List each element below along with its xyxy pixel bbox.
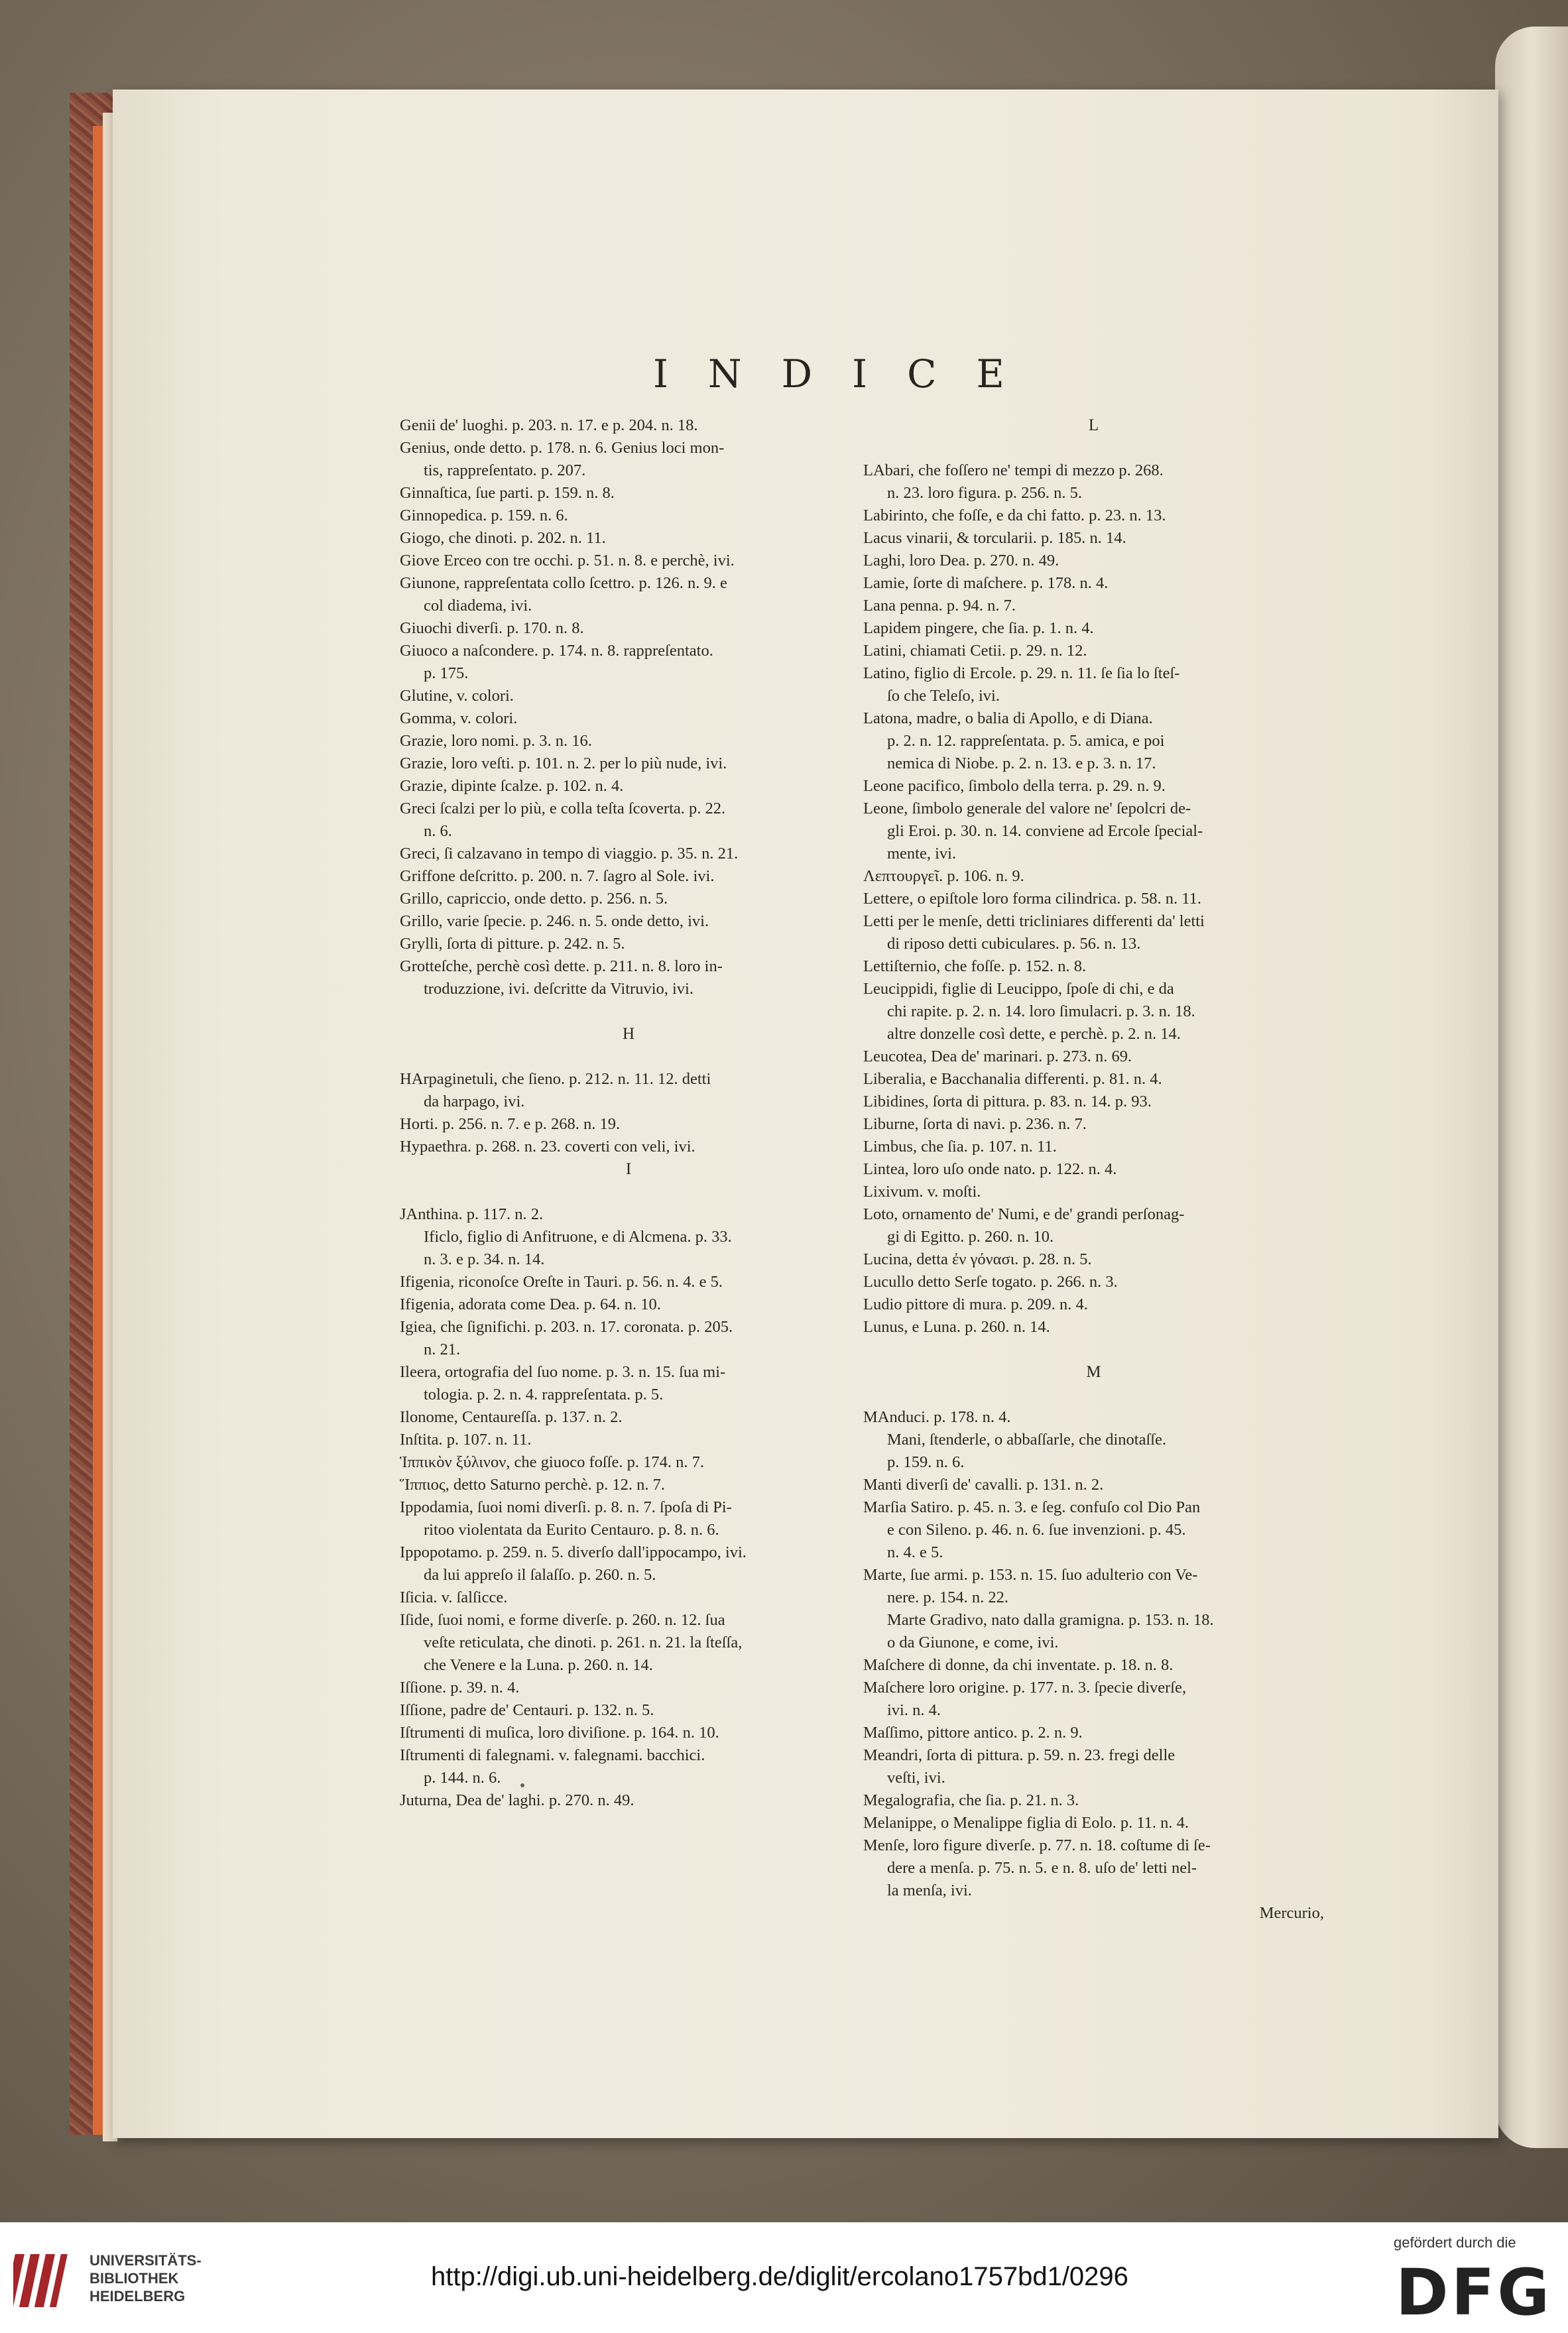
index-entry-line: chi rapite. p. 2. n. 14. loro ſimulacri. p. 3. n. 18. bbox=[887, 1002, 1195, 1020]
index-entry-line: Λεπτουργεῖ. p. 106. n. 9. bbox=[863, 867, 1024, 885]
facing-page-curl bbox=[1495, 27, 1568, 2148]
index-entry-line: Melanippe, o Menalippe figlia di Eolo. p. 11. n. 4. bbox=[863, 1814, 1189, 1832]
index-entry-line: Genius, onde detto. p. 178. n. 6. Genius loci mon- bbox=[400, 439, 725, 457]
index-entry-line: n. 4. e 5. bbox=[887, 1543, 943, 1561]
index-entry-line: la menſa, ivi. bbox=[887, 1882, 972, 1899]
section-letter: M bbox=[1086, 1363, 1101, 1381]
catchword: Mercurio, bbox=[1259, 1904, 1324, 1922]
index-entry-line: Loto, ornamento de' Numi, e de' grandi perſonag- bbox=[863, 1205, 1185, 1223]
index-entry-line: Iſtrumenti di falegnami. v. falegnami. bacchici. bbox=[400, 1746, 705, 1764]
index-entry-line: Grillo, varie ſpecie. p. 246. n. 5. onde detto, ivi. bbox=[400, 912, 709, 930]
section-letter: H bbox=[622, 1025, 635, 1043]
index-entry-line: veſte reticulata, che dinoti. p. 261. n. 21. la ſteſſa, bbox=[424, 1634, 743, 1651]
index-entry-line: tologia. p. 2. n. 4. rappreſentata. p. 5. bbox=[424, 1386, 664, 1404]
index-entry-line: tis, rappreſentato. p. 207. bbox=[424, 461, 586, 479]
university-logo-icon bbox=[13, 2247, 73, 2314]
library-name-line1: UNIVERSITÄTS- bbox=[90, 2252, 202, 2269]
index-entry-line: p. 144. n. 6. bbox=[424, 1769, 501, 1787]
index-entry-line: che Venere e la Luna. p. 260. n. 14. bbox=[424, 1656, 653, 1674]
index-entry-line: p. 175. bbox=[424, 664, 469, 682]
index-entry-line: Igiea, che ſignifichi. p. 203. n. 17. coronata. p. 205. bbox=[400, 1318, 733, 1336]
index-entry-line: Ἱππικὸν ξύλινον, che giuoco foſſe. p. 174. n. 7. bbox=[400, 1453, 704, 1471]
index-entry-line: Laghi, loro Dea. p. 270. n. 49. bbox=[863, 552, 1059, 569]
index-entry-line: Lamie, ſorte di maſchere. p. 178. n. 4. bbox=[863, 574, 1109, 592]
index-entry-line: Letti per le menſe, detti tricliniares differenti da' letti bbox=[863, 912, 1205, 930]
index-entry-line: Lettiſternio, che foſſe. p. 152. n. 8. bbox=[863, 957, 1087, 975]
index-entry-line: ivi. n. 4. bbox=[887, 1701, 941, 1719]
index-entry-line: Giuochi diverſi. p. 170. n. 8. bbox=[400, 619, 584, 637]
index-entry-line: Gomma, v. colori. bbox=[400, 709, 518, 727]
index-entry-line: Lucullo detto Serſe togato. p. 266. n. 3. bbox=[863, 1273, 1118, 1291]
index-entry-line: Marſia Satiro. p. 45. n. 3. e ſeg. confuſo col Dio Pan bbox=[863, 1498, 1201, 1516]
section-letter: L bbox=[1088, 416, 1099, 434]
index-entry-line: HArpaginetuli, che ſieno. p. 212. n. 11. 12. detti bbox=[400, 1070, 711, 1088]
index-entry-line: n. 6. bbox=[424, 822, 452, 840]
index-entry-line: Iſtrumenti di muſica, loro diviſione. p. 164. n. 10. bbox=[400, 1724, 719, 1742]
index-entry-line: Marte Gradivo, nato dalla gramigna. p. 153. n. 18. bbox=[887, 1611, 1214, 1629]
index-entry-line: Marte, ſue armi. p. 153. n. 15. ſuo adulterio con Ve- bbox=[863, 1566, 1198, 1584]
spacer bbox=[863, 1339, 1324, 1361]
index-entry-line: Giogo, che dinoti. p. 202. n. 11. bbox=[400, 529, 606, 547]
index-entry-line: Libidines, ſorta di pittura. p. 83. n. 14. p. 93. bbox=[863, 1093, 1152, 1110]
index-entry-line: Hypaethra. p. 268. n. 23. coverti con veli, ivi. bbox=[400, 1138, 695, 1156]
index-entry-line: Iſſione. p. 39. n. 4. bbox=[400, 1679, 520, 1697]
index-entry-line: Maſchere di donne, da chi inventate. p. 18. n. 8. bbox=[863, 1656, 1174, 1674]
index-entry-line: Ileera, ortografia del ſuo nome. p. 3. n. 15. ſua mi- bbox=[400, 1363, 726, 1381]
index-entry-line: Iſide, ſuoi nomi, e forme diverſe. p. 260. n. 12. ſua bbox=[400, 1611, 725, 1629]
index-entry-line: e con Sileno. p. 46. n. 6. ſue invenzioni. p. 45. bbox=[887, 1521, 1186, 1539]
footer-bar bbox=[0, 2222, 1568, 2333]
index-entry-line: Meandri, ſorta di pittura. p. 59. n. 23. fregi delle bbox=[863, 1746, 1176, 1764]
index-entry-line: Lettere, o epiſtole loro forma cilindrica. p. 58. n. 11. bbox=[863, 890, 1202, 908]
index-entry-line: Menſe, loro figure diverſe. p. 77. n. 18. coſtume di ſe- bbox=[863, 1836, 1211, 1854]
index-entry-line: Inſtita. p. 107. n. 11. bbox=[400, 1431, 532, 1449]
index-entry-line: Ginnaſtica, ſue parti. p. 159. n. 8. bbox=[400, 484, 615, 502]
index-entry-line: Grillo, capriccio, onde detto. p. 256. n. 5. bbox=[400, 890, 668, 908]
index-entry-line: Leone pacifico, ſimbolo della terra. p. 29. n. 9. bbox=[863, 777, 1166, 795]
index-column-right bbox=[863, 414, 1324, 1925]
index-entry-line: gi di Egitto. p. 260. n. 10. bbox=[887, 1228, 1054, 1246]
spacer bbox=[863, 1384, 1324, 1406]
index-entry-line: Giuoco a naſcondere. p. 174. n. 8. rappreſentato. bbox=[400, 642, 713, 660]
index-entry-line: Glutine, v. colori. bbox=[400, 687, 514, 705]
index-entry-line: Lana penna. p. 94. n. 7. bbox=[863, 597, 1016, 615]
index-entry-line: veſti, ivi. bbox=[887, 1769, 945, 1787]
index-entry-line: Lapidem pingere, che ſia. p. 1. n. 4. bbox=[863, 619, 1094, 637]
index-entry-line: MAnduci. p. 178. n. 4. bbox=[863, 1408, 1011, 1426]
index-entry-line: n. 23. loro figura. p. 256. n. 5. bbox=[887, 484, 1082, 502]
index-entry-line: Ippopotamo. p. 259. n. 5. diverſo dall'ippocampo, ivi. bbox=[400, 1543, 747, 1561]
index-entry-line: Liburne, ſorta di navi. p. 236. n. 7. bbox=[863, 1115, 1087, 1133]
index-entry-line: Ludio pittore di mura. p. 209. n. 4. bbox=[863, 1295, 1088, 1313]
index-entry-line: nemica di Niobe. p. 2. n. 13. e p. 3. n. 17. bbox=[887, 754, 1156, 772]
index-entry-line: Latini, chiamati Cetii. p. 29. n. 12. bbox=[863, 642, 1087, 660]
index-entry-line: Juturna, Dea de' laghi. p. 270. n. 49. bbox=[400, 1791, 634, 1809]
source-url-link[interactable]: http://digi.ub.uni-heidelberg.de/diglit/ercolano1757bd1/0296 bbox=[431, 2262, 1128, 2291]
index-entry-line: Mani, ſtenderle, o abbaſſarle, che dinotaſſe. bbox=[887, 1431, 1167, 1449]
index-entry-line: troduzzione, ivi. deſcritte da Vitruvio, ivi. bbox=[424, 980, 694, 998]
spacer bbox=[400, 1000, 857, 1023]
index-entry-line: Maſchere loro origine. p. 177. n. 3. ſpecie diverſe, bbox=[863, 1679, 1187, 1697]
index-entry-line: p. 159. n. 6. bbox=[887, 1453, 965, 1471]
index-entry-line: Leucotea, Dea de' marinari. p. 273. n. 69. bbox=[863, 1047, 1132, 1065]
index-entry-line: Lunus, e Luna. p. 260. n. 14. bbox=[863, 1318, 1050, 1336]
index-entry-line: p. 2. n. 12. rappreſentata. p. 5. amica, e poi bbox=[887, 732, 1165, 750]
index-entry-line: Grazie, dipinte ſcalze. p. 102. n. 4. bbox=[400, 777, 624, 795]
index-entry-line: Liberalia, e Bacchanalia differenti. p. 81. n. 4. bbox=[863, 1070, 1162, 1088]
library-name-line3: HEIDELBERG bbox=[90, 2288, 186, 2304]
index-entry-line: Lintea, loro uſo onde nato. p. 122. n. 4. bbox=[863, 1160, 1117, 1178]
index-entry-line: Ippodamia, ſuoi nomi diverſi. p. 8. n. 7. ſpoſa di Pi- bbox=[400, 1498, 732, 1516]
index-entry-line: ſo che Teleſo, ivi. bbox=[887, 687, 1000, 705]
index-entry-line: n. 3. e p. 34. n. 14. bbox=[424, 1250, 545, 1268]
spacer bbox=[863, 437, 1324, 459]
index-entry-line: Iſſione, padre de' Centauri. p. 132. n. 5. bbox=[400, 1701, 654, 1719]
index-entry-line: nere. p. 154. n. 22. bbox=[887, 1588, 1009, 1606]
index-entry-line: Giove Erceo con tre occhi. p. 51. n. 8. e perchè, ivi. bbox=[400, 552, 735, 569]
index-entry-line: da lui appreſo il ſalaſſo. p. 260. n. 5. bbox=[424, 1566, 656, 1584]
library-name bbox=[90, 2251, 202, 2305]
index-entry-line: Genii de' luoghi. p. 203. n. 17. e p. 204. n. 18. bbox=[400, 416, 698, 434]
index-entry-line: Ginnopedica. p. 159. n. 6. bbox=[400, 507, 568, 524]
index-entry-line: Ifigenia, adorata come Dea. p. 64. n. 10. bbox=[400, 1295, 661, 1313]
index-entry-line: Megalografia, che ſia. p. 21. n. 3. bbox=[863, 1791, 1079, 1809]
index-entry-line: Labirinto, che foſſe, e da chi fatto. p. 23. n. 13. bbox=[863, 507, 1166, 524]
index-column-left bbox=[400, 414, 857, 1812]
index-entry-line: Leone, ſimbolo generale del valore ne' ſepolcri de- bbox=[863, 800, 1191, 817]
index-entry-line: col diadema, ivi. bbox=[424, 597, 532, 615]
index-entry-line: Horti. p. 256. n. 7. e p. 268. n. 19. bbox=[400, 1115, 621, 1133]
index-entry-line: Greci ſcalzi per lo più, e colla teſta ſcoverta. p. 22. bbox=[400, 800, 726, 817]
index-entry-line: mente, ivi. bbox=[887, 845, 957, 863]
index-entry-line: n. 21. bbox=[424, 1341, 461, 1358]
index-entry-line: Giunone, rappreſentata collo ſcettro. p. 126. n. 9. e bbox=[400, 574, 727, 592]
ink-spot bbox=[520, 1783, 524, 1787]
section-letter: I bbox=[625, 1160, 632, 1178]
index-entry-line: Leucippidi, figlie di Leucippo, ſpoſe di chi, e da bbox=[863, 980, 1174, 998]
index-entry-line: ritoo violentata da Eurito Centauro. p. 8. n. 6. bbox=[424, 1521, 719, 1539]
index-entry-line: Limbus, che ſia. p. 107. n. 11. bbox=[863, 1138, 1057, 1156]
index-entry-line: Latino, figlio di Ercole. p. 29. n. 11. ſe ſia lo ſteſ- bbox=[863, 664, 1180, 682]
spacer bbox=[400, 1181, 857, 1203]
index-entry-line: Greci, ſi calzavano in tempo di viaggio. p. 35. n. 21. bbox=[400, 845, 739, 863]
index-entry-line: Ilonome, Centaureſſa. p. 137. n. 2. bbox=[400, 1408, 623, 1426]
library-name-line2: BIBLIOTHEK bbox=[90, 2270, 179, 2287]
index-entry-line: LAbari, che foſſero ne' tempi di mezzo p. 268. bbox=[863, 461, 1164, 479]
index-entry-line: Lacus vinarii, & torcularii. p. 185. n. 14. bbox=[863, 529, 1126, 547]
dfg-logo: DFG bbox=[1396, 2255, 1553, 2330]
index-entry-line: Grazie, loro veſti. p. 101. n. 2. per lo più nude, ivi. bbox=[400, 754, 727, 772]
index-entry-line: Grotteſche, perchè così dette. p. 211. n. 8. loro in- bbox=[400, 957, 723, 975]
index-entry-line: Ἵππιος, detto Saturno perchè. p. 12. n. 7. bbox=[400, 1476, 665, 1494]
index-entry-line: gli Eroi. p. 30. n. 14. conviene ad Ercole ſpecial- bbox=[887, 822, 1203, 840]
index-entry-line: altre donzelle così dette, e perchè. p. 2. n. 14. bbox=[887, 1025, 1181, 1043]
index-entry-line: Maſſimo, pittore antico. p. 2. n. 9. bbox=[863, 1724, 1083, 1742]
index-entry-line: Manti diverſi de' cavalli. p. 131. n. 2. bbox=[863, 1476, 1104, 1494]
index-entry-line: da harpago, ivi. bbox=[424, 1093, 525, 1110]
index-entry-line: Ificlo, figlio di Anfitruone, e di Alcmena. p. 33. bbox=[424, 1228, 732, 1246]
index-entry-line: Lixivum. v. moſti. bbox=[863, 1183, 981, 1201]
index-entry-line: Lucina, detta ἐν γόνασι. p. 28. n. 5. bbox=[863, 1250, 1092, 1268]
index-entry-line: o da Giunone, e come, ivi. bbox=[887, 1634, 1059, 1651]
spacer bbox=[400, 1046, 857, 1068]
index-entry-line: Iſicia. v. ſalſicce. bbox=[400, 1588, 508, 1606]
page-title: INDICE bbox=[653, 351, 1044, 396]
index-entry-line: Grylli, ſorta di pitture. p. 242. n. 5. bbox=[400, 935, 625, 953]
index-entry-line: Latona, madre, o balia di Apollo, e di Diana. bbox=[863, 709, 1153, 727]
index-entry-line: Grazie, loro nomi. p. 3. n. 16. bbox=[400, 732, 592, 750]
sponsor-label: gefördert durch die bbox=[1394, 2234, 1516, 2251]
index-entry-line: dere a menſa. p. 75. n. 5. e n. 8. uſo de' letti nel- bbox=[887, 1859, 1197, 1877]
index-entry-line: JAnthina. p. 117. n. 2. bbox=[400, 1205, 544, 1223]
index-entry-line: di riposo detti cubiculares. p. 56. n. 13. bbox=[887, 935, 1141, 953]
index-entry-line: Ifigenia, riconoſce Oreſte in Tauri. p. 56. n. 4. e 5. bbox=[400, 1273, 723, 1291]
index-entry-line: Griffone deſcritto. p. 200. n. 7. ſagro al Sole. ivi. bbox=[400, 867, 715, 885]
